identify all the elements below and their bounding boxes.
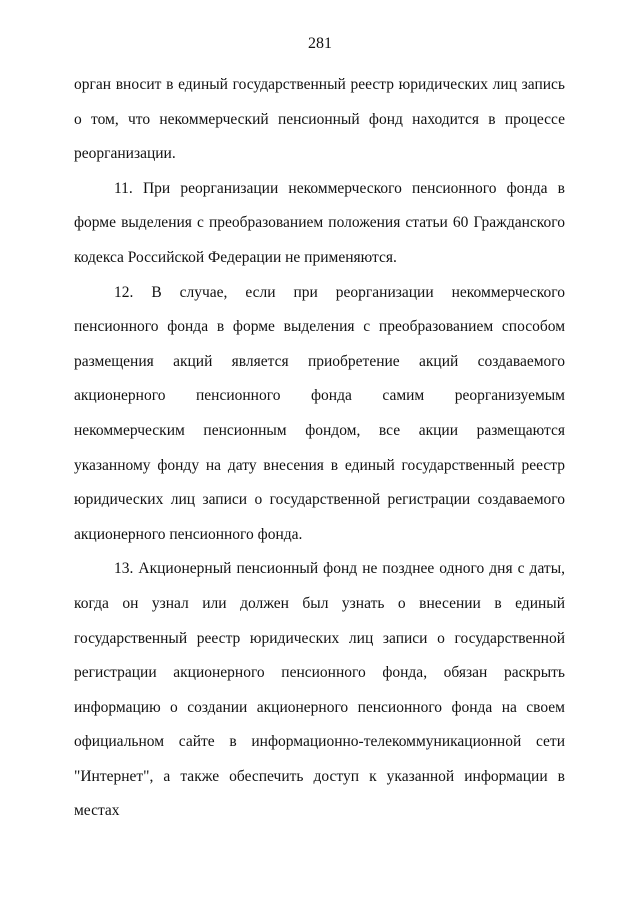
- paragraph-12: 12. В случае, если при реорганизации некоммерческого пенсионного фонда в форме выделения с преобразованием способом размещения акций является приобретение акций создаваемого акционерного пенсионного фонда самим реорганизуемым некоммерческим пенсионным фондом, все акции размещаются указанному фонду на дату внесения в единый государственный реестр юридических лиц записи о государственной регистрации создаваемого акционерного пенсионного фонда.: [74, 283, 565, 543]
- document-body: [74, 68, 565, 829]
- page-number: 281: [308, 35, 332, 52]
- paragraph-continuation: орган вносит в единый государственный реестр юридических лиц запись о том, что некоммерческий пенсионный фонд находится в процессе реорганизации.: [74, 76, 565, 163]
- paragraph-13: 13. Акционерный пенсионный фонд не позднее одного дня с даты, когда он узнал или должен был узнать о внесении в единый государственный реестр юридических лиц записи о государственной регистрации акционерного пенсионного фонда, обязан раскрыть информацию о создании акционерного пенсионного фонда на своем официальном сайте в информационно-телекоммуникационной сети "Интернет", а также обеспечить доступ к указанной информации в местах: [74, 560, 565, 820]
- paragraph-11: 11. При реорганизации некоммерческого пенсионного фонда в форме выделения с преобразованием положения статьи 60 Гражданского кодекса Российской Федерации не применяются.: [74, 179, 565, 266]
